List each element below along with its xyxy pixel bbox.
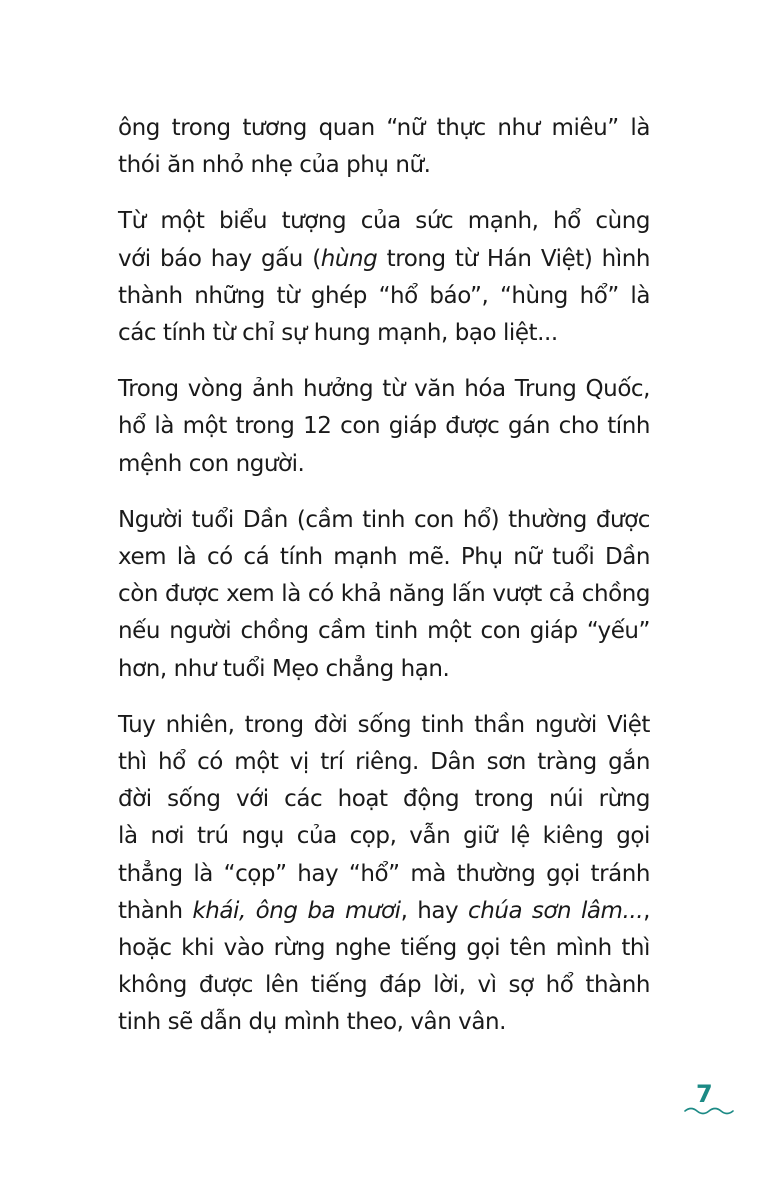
paragraph — [118, 502, 650, 688]
text-line: với báo hay gấu (hùng trong từ Hán Việt) hình — [118, 245, 650, 272]
text-line: không được lên tiếng đáp lời, vì sợ hổ thành — [118, 972, 650, 999]
paragraph — [118, 110, 650, 184]
text-line: hổ là một trong 12 con giáp được gán cho tính — [118, 413, 650, 440]
text-line: Tuy nhiên, trong đời sống tinh thần người Việt — [118, 711, 650, 738]
text-line: thì hổ có một vị trí riêng. Dân sơn tràng gắn — [118, 749, 650, 776]
page-number: 7 — [696, 1080, 713, 1108]
text-line: đời sống với các hoạt động trong núi rừng — [118, 786, 650, 813]
text-line: Từ một biểu tượng của sức mạnh, hổ cùng — [118, 208, 650, 235]
page-body — [118, 110, 650, 1061]
text-line: thói ăn nhỏ nhẹ của phụ nữ. — [118, 152, 431, 179]
text-line: hoặc khi vào rừng nghe tiếng gọi tên mình thì — [118, 935, 650, 962]
italic-term: hùng — [320, 245, 378, 272]
text-line: thành khái, ông ba mươi, hay chúa sơn lâm..., — [118, 897, 650, 924]
page-number-wave-ornament — [684, 1106, 734, 1116]
text-line: thẳng là “cọp” hay “hổ” mà thường gọi tránh — [118, 860, 650, 887]
text-line: Trong vòng ảnh hưởng từ văn hóa Trung Quốc, — [118, 376, 650, 403]
paragraph — [118, 707, 650, 1042]
text-line: còn được xem là có khả năng lấn vượt cả chồng — [118, 581, 650, 608]
italic-term: chúa sơn lâm... — [468, 897, 644, 924]
text-line: là nơi trú ngụ của cọp, vẫn giữ lệ kiêng gọi — [118, 823, 650, 850]
paragraph — [118, 203, 650, 352]
text-line: tinh sẽ dẫn dụ mình theo, vân vân. — [118, 1009, 506, 1036]
text-line: xem là có cá tính mạnh mẽ. Phụ nữ tuổi Dần — [118, 544, 650, 571]
text-line: các tính từ chỉ sự hung mạnh, bạo liệt... — [118, 320, 558, 347]
text-line: nếu người chồng cầm tinh một con giáp “yếu” — [118, 618, 650, 645]
text-line: hơn, như tuổi Mẹo chẳng hạn. — [118, 655, 450, 682]
text-line: thành những từ ghép “hổ báo”, “hùng hổ” là — [118, 282, 650, 309]
text-line: ông trong tương quan “nữ thực như miêu” là — [118, 115, 650, 141]
paragraph — [118, 371, 650, 483]
text-line: mệnh con người. — [118, 450, 305, 477]
italic-term: khái, ông ba mươi — [192, 897, 401, 924]
text-line: Người tuổi Dần (cầm tinh con hổ) thường được — [118, 506, 650, 533]
